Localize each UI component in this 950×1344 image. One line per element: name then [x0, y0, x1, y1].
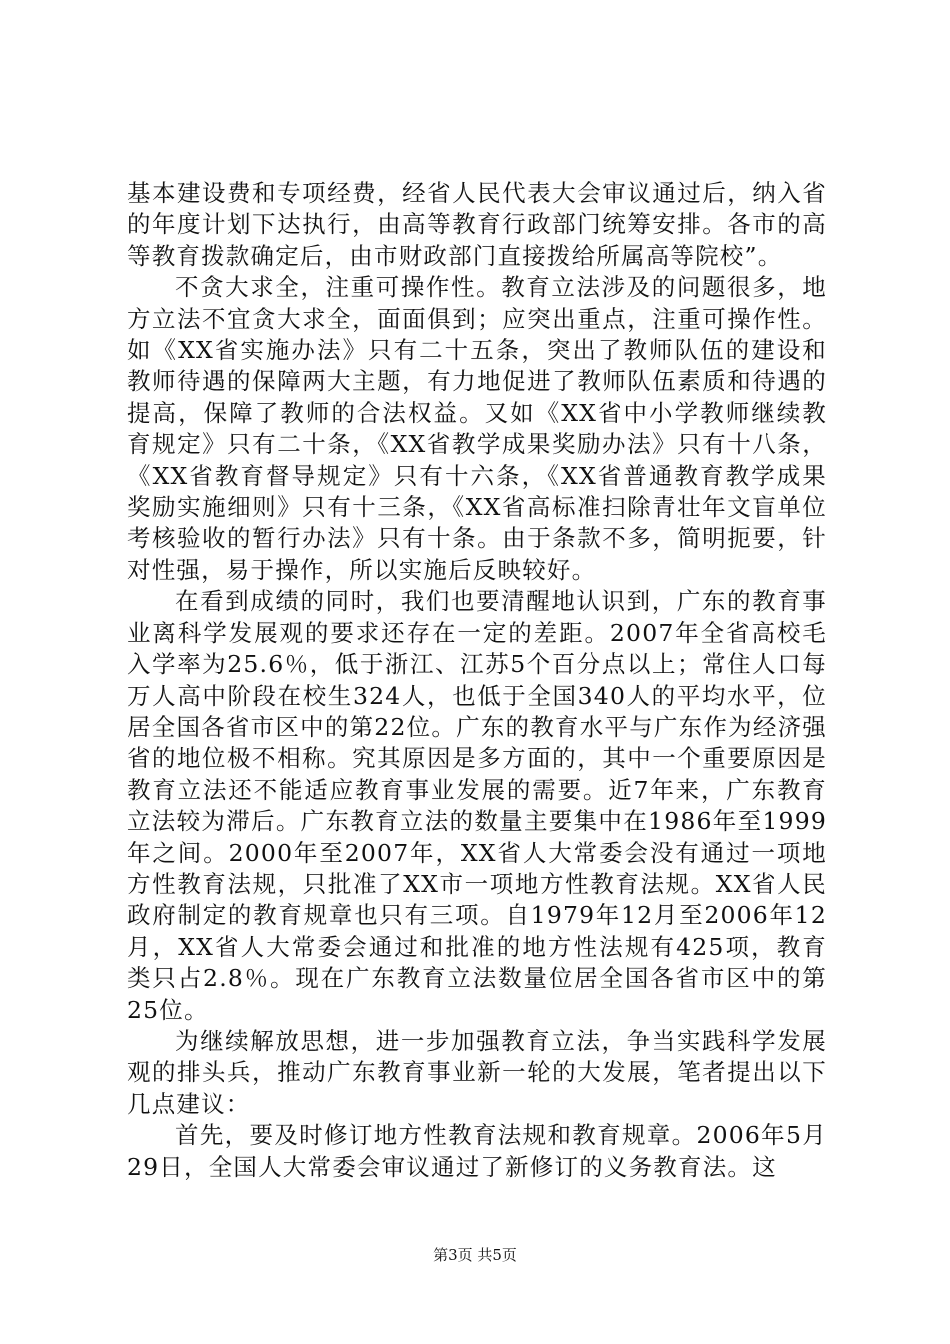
- page-footer: [0, 1244, 950, 1265]
- page-number-label: 第3页 共5页: [433, 1246, 517, 1264]
- paragraph-5: 首先，要及时修订地方性教育法规和教育规章。2006年5月29日，全国人大常委会审议通过了新修订的义务教育法。这: [127, 1121, 827, 1181]
- paragraph-1: 基本建设费和专项经费，经省人民代表大会审议通过后，纳入省的年度计划下达执行，由高等教育行政部门统筹安排。各市的高等教育拨款确定后，由市财政部门直接拨给所属高等院校”。: [127, 179, 827, 270]
- document-body: [127, 178, 827, 1183]
- paragraph-4: 为继续解放思想，进一步加强教育立法，争当实践科学发展观的排头兵，推动广东教育事业新一轮的大发展，笔者提出以下几点建议：: [127, 1026, 827, 1118]
- paragraph-2: 不贪大求全，注重可操作性。教育立法涉及的问题很多，地方立法不宜贪大求全，面面俱到；应突出重点，注重可操作性。如《XX省实施办法》只有二十五条，突出了教师队伍的建设和教师待遇的保障两大主题，有力地促进了教师队伍素质和待遇的提高，保障了教师的合法权益。又如《XX省中小学教师继续教育规定》只有二十条，《XX省教学成果奖励办法》只有十八条，《XX省教育督导规定》只有十六条，《XX省普通教育教学成果奖励实施细则》只有十三条，《XX省高标准扫除青壮年文盲单位考核验收的暂行办法》只有十条。由于条款不多，简明扼要，针对性强，易于操作，所以实施后反映较好。: [127, 273, 827, 584]
- paragraph-3: 在看到成绩的同时，我们也要清醒地认识到，广东的教育事业离科学发展观的要求还存在一定的差距。2007年全省高校毛入学率为25.6％，低于浙江、江苏5个百分点以上；常住人口每万人高中阶段在校生324人，也低于全国340人的平均水平，位居全国各省市区中的第22位。广东的教育水平与广东作为经济强省的地位极不相称。究其原因是多方面的，其中一个重要原因是教育立法还不能适应教育事业发展的需要。近7年来，广东教育立法较为滞后。广东教育立法的数量主要集中在1986年至1999年之间。2000年至2007年，XX省人大常委会没有通过一项地方性教育法规，只批准了XX市一项地方性教育法规。XX省人民政府制定的教育规章也只有三项。自1979年12月至2006年12月，XX省人大常委会通过和批准的地方性法规有425项，教育类只占2.8％。现在广东教育立法数量位居全国各省市区中的第25位。: [127, 587, 827, 1024]
